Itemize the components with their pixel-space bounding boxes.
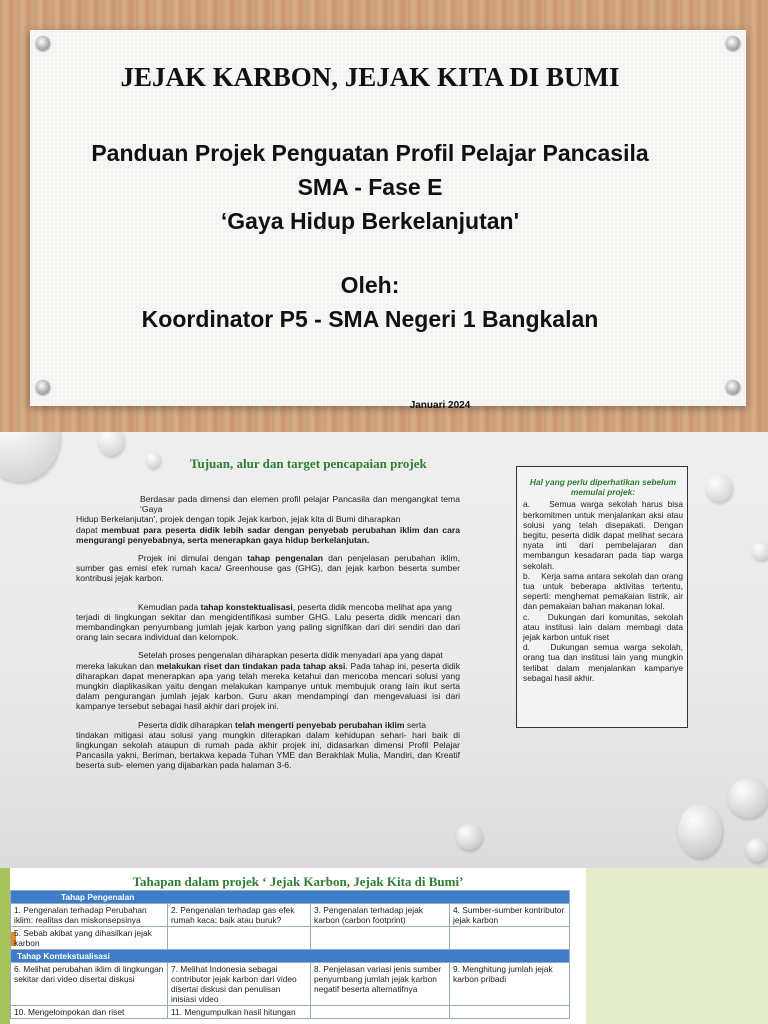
subtitle-phase: SMA - Fase E [297, 174, 443, 200]
paragraph: tindakan mitigasi atau solusi yang mungkin diterapkan dalam kehidupan sehari- hari baik di lingkungan sekolah ataupun di rumah pada akhir projek ini, didasarkan dimensi Profil Pelajar Pancasila yakni, Beriman, bertakwa kepada Tuhan YME dan Berakhlak Mulia, Mandiri, dan Kreatif beserta sub- elemen yang dijabarkan pada halaman 3-6. [76, 729, 460, 771]
table-cell: 6. Melihat perubahan iklim di lingkungan sekitar dari video disertai diskusi [11, 963, 168, 1006]
paragraph: Projek ini dimulai dengan tahap pengenalan dan penjelasan perubahan iklim, sumber gas emisi efek rumah kaca/ Greenhouse gas (GHG), dan jejak karbon beserta sumber kontribusi jejak karbon. [76, 553, 460, 584]
accent-bar [0, 868, 10, 1024]
table-row [11, 963, 570, 1006]
water-drop-icon [98, 432, 124, 456]
paragraph: Berdasar pada dimensi dan elemen profil pelajar Pancasila dan mengangkat tema ‘Gaya [140, 494, 460, 515]
table-cell: 4. Sumber-sumber kontributor jejak karbon [450, 904, 570, 927]
slide-title: JEJAK KARBON, JEJAK KITA DI BUMI [120, 62, 620, 92]
table-cell [450, 1006, 570, 1019]
table-cell: 11. Mengumpulkan hasil hitungan [168, 1006, 311, 1019]
pin-icon [36, 380, 50, 394]
water-drop-icon [0, 432, 60, 482]
table-row [11, 1006, 570, 1019]
table-cell: 5. Sebab akibat yang dihasilkan jejak karbon [11, 927, 168, 950]
pin-icon [726, 380, 740, 394]
paragraph: Hidup Berkelanjutan’, projek dengan topik Jejak karbon, jejak kita di Bumi diharapkan [76, 514, 401, 525]
list-item: d. Dukungan semua warga sekolah, orang tua dan institusi lain yang mungkin terlibat dalam menjalankan kampanye sebagai hasil akhir. [523, 642, 683, 683]
stages-table [10, 890, 570, 1019]
date-label: Januari 2024 [409, 400, 471, 411]
side-panel [586, 868, 768, 1024]
paragraph: Kemudian pada tahap konstektualisasi, peserta didik mencoba melihat apa yang [138, 601, 452, 612]
objectives-slide [0, 432, 768, 868]
list-item: a. Semua warga sekolah harus bisa berkomitmen untuk menjalankan aksi atau solusi yang telah disepakati. Dengan begitu, peserta didik dapat melihat secara nyata inti dari pembelajaran dan membangun kesadaran pada tiap warga sekolah. [523, 499, 683, 571]
list-item: c. Dukungan dari komunitas, sekolah atau institusi lain dalam membagi data jejak karbon untuk riset [523, 611, 683, 643]
subtitle-theme: ‘Gaya Hidup Berkelanjutan' [220, 208, 520, 234]
water-drop-icon [752, 542, 768, 560]
table-cell: 8. Penjelasan variasi jenis sumber penyumbang jumlah jejak karbon negatif beserta alternatifnya [311, 963, 450, 1006]
water-drop-icon [746, 838, 768, 862]
table-cell [311, 927, 450, 950]
table-cell: 9. Menghitung jumlah jejak karbon pribadi [450, 963, 570, 1006]
stage-header: Tahap Pengenalan [11, 891, 570, 904]
table-cell: 3. Pengenalan terhadap jejak karbon (carbon footprint) [311, 904, 450, 927]
list-item: b. Kerja sama antara sekolah dan orang tua untuk beberapa aktivitas tertentu, seperti: menghemat pemakaian listrik, air dan pemakaian bahan makanan lokal. [523, 570, 683, 612]
paragraph: Peserta didik diharapkan telah mengerti penyebab perubahan iklim serta [138, 719, 427, 730]
paragraph: terjadi di lingkungan sekitar dan mengidentifikasi sumber GHG. Lalu peserta didik mencari dan membandingkan penyumbang jumlah jejak karbon yang paling signifikan dari diri sendiri dan dari orang lain secara individual dan kelompok. [76, 611, 460, 643]
paragraph: Setelah proses pengenalan diharapkan peserta didik menyadari apa yang dapat [138, 650, 443, 661]
pin-icon [726, 36, 740, 50]
pin-icon [36, 36, 50, 50]
notes-box [516, 466, 688, 728]
water-drop-icon [728, 778, 768, 818]
table-cell [168, 927, 311, 950]
table-cell: 10. Mengelompokan dan riset [11, 1006, 168, 1019]
table-row [11, 927, 570, 950]
table-cell: 7. Melihat Indonesia sebagai contributor jejak karbon dari video disertai diskusi dan penulisan inisiasi video [168, 963, 311, 1006]
stage-header: Tahap Kontekstualisasi [11, 950, 570, 963]
objectives-text [76, 494, 460, 771]
table-cell [450, 927, 570, 950]
section-title: Tujuan, alur dan target pencapaian projek [190, 456, 427, 471]
stages-slide [0, 868, 768, 1024]
table-cell: 1. Pengenalan terhadap Perubahan iklim: realitas dan miskonsepsinya [11, 904, 168, 927]
author-name: Koordinator P5 - SMA Negeri 1 Bangkalan [141, 306, 599, 332]
table-row [11, 904, 570, 927]
water-drop-icon [678, 804, 722, 858]
subtitle-guide: Panduan Projek Penguatan Profil Pelajar Pancasila [91, 140, 649, 166]
author-label: Oleh: [340, 272, 400, 298]
water-drop-icon [146, 452, 160, 468]
water-drop-icon [706, 474, 732, 502]
title-slide [0, 0, 768, 432]
stages-title: Tahapan dalam projek ‘ Jejak Karbon, Jejak Kita di Bumi’ [132, 874, 464, 889]
notes-list [523, 499, 683, 683]
notes-heading: Hal yang perlu diperhatikan sebelum memulai projek: [529, 477, 677, 498]
table-cell: 2. Pengenalan terhadap gas efek rumah kaca: baik atau buruk? [168, 904, 311, 927]
paragraph: mereka lakukan dan melakukan riset dan tindakan pada tahap aksi. Pada tahap ini, peserta didik diharapkan dapat menerapkan apa yang telah mereka ketahui dan mencoba mencari solusi yang mungkin diaplikasikan yaitu dengan melakukan kampanye untuk membujuk orang lain ikut serta dalam pengurangan jumlah jejak karbon. Guru akan mendampingi dan mengevaluasi isi dari kampanye tersebut sebagai hasil akhir dari projek ini. [76, 660, 460, 712]
water-drop-icon [456, 824, 482, 850]
paragraph: dapat membuat para peserta didik lebih sadar dengan penyebab perubahan iklim dan cara mengurangi penyebabnya, serta menerapkan gaya hidup berkelanjutan. [76, 524, 460, 545]
table-cell [311, 1006, 450, 1019]
